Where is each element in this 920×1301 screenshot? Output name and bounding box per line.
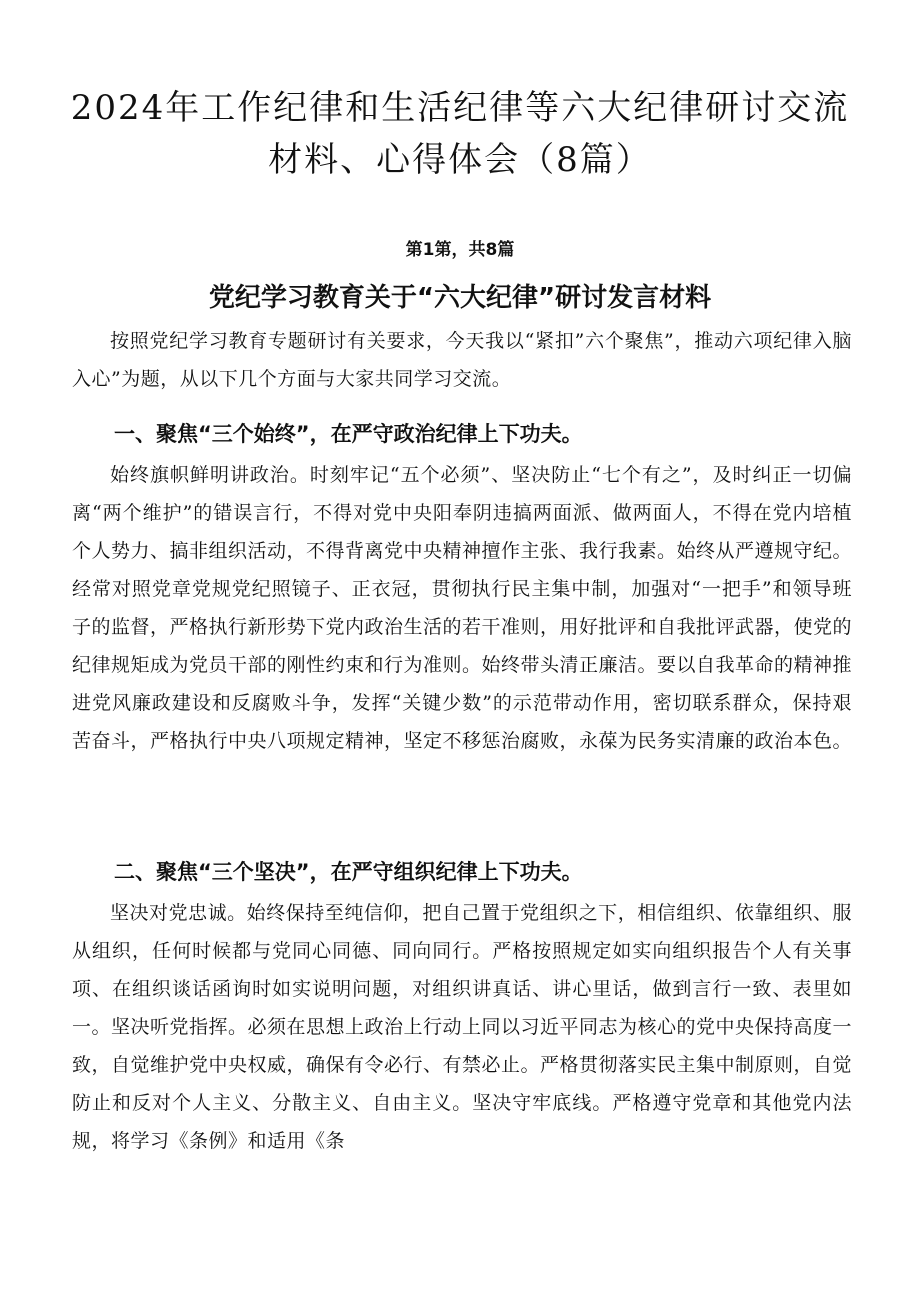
- section-body-2: 坚决对党忠诚。始终保持至纯信仰，把自己置于党组织之下，相信组织、依靠组织、服从组织，任何时候都与党同心同德、同向同行。严格按照规定如实向组织报告个人有关事项、在组织谈话函询时如实说明问题，对组织讲真话、讲心里话，做到言行一致、表里如一。坚决听党指挥。必须在思想上政治上行动上同以习近平同志为核心的党中央保持高度一致，自觉维护党中央权威，确保有令必行、有禁必止。严格贯彻落实民主集中制原则，自觉防止和反对个人主义、分散主义、自由主义。坚决守牢底线。严格遵守党章和其他党内法规，将学习《条例》和适用《条: [72, 902, 852, 1152]
- section-heading-2: 二、聚焦“三个坚决”，在严守组织纪律上下功夫。: [114, 860, 583, 884]
- intro-paragraph: 按照党纪学习教育专题研讨有关要求，今天我以“紧扣”六个聚焦”，推动六项纪律入脑入心”为题，从以下几个方面与大家共同学习交流。: [72, 330, 852, 390]
- document-title: 2024年工作纪律和生活纪律等六大纪律研讨交流材料、心得体会（8篇）: [70, 88, 850, 180]
- section-heading-1: 一、聚焦“三个始终”，在严守政治纪律上下功夫。: [114, 422, 583, 446]
- part-label: 第1第，共8篇: [405, 240, 515, 260]
- article-title: 党纪学习教育关于“六大纪律”研讨发言材料: [208, 283, 712, 313]
- section-body-1: 始终旗帜鲜明讲政治。时刻牢记“五个必须”、坚决防止“七个有之”，及时纠正一切偏离“两个维护”的错误言行，不得对党中央阳奉阴违搞两面派、做两面人，不得在党内培植个人势力、搞非组织活动，不得背离党中央精神擅作主张、我行我素。始终从严遵规守纪。经常对照党章党规党纪照镜子、正衣冠，贯彻执行民主集中制，加强对“一把手”和领导班子的监督，严格执行新形势下党内政治生活的若干准则，用好批评和自我批评武器，使党的纪律规矩成为党员干部的刚性约束和行为准则。始终带头清正廉洁。要以自我革命的精神推进党风廉政建设和反腐败斗争，发挥“关键少数”的示范带动作用，密切联系群众，保持艰苦奋斗，严格执行中央八项规定精神，坚定不移惩治腐败，永葆为民务实清廉的政治本色。: [72, 464, 852, 752]
